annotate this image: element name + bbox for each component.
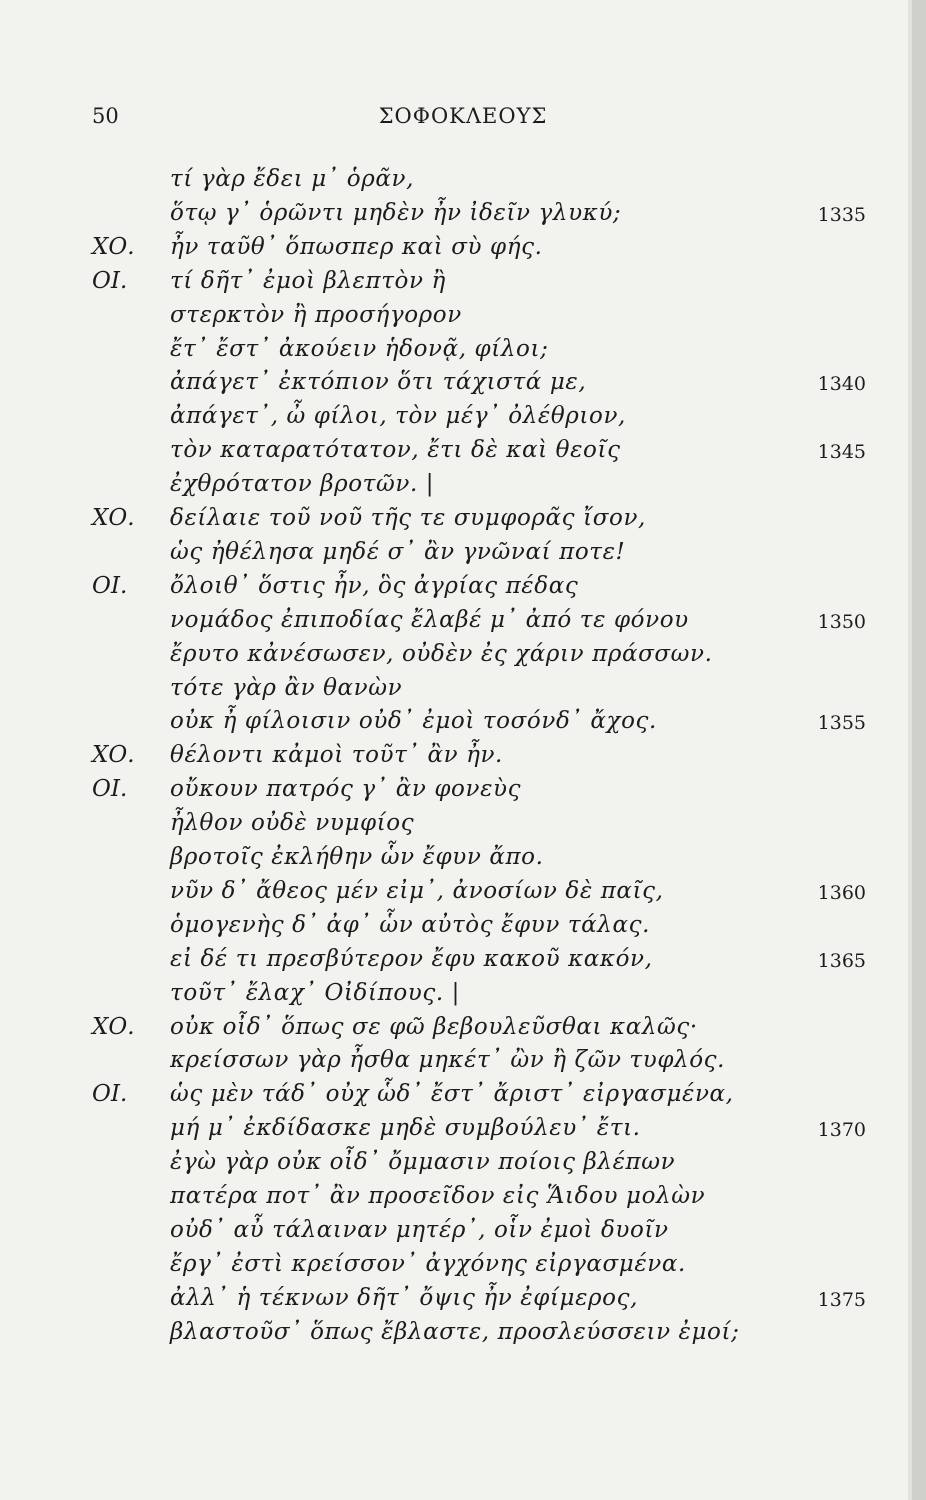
verse-text: ὡς μὲν τάδ᾽ οὐχ ὧδ᾽ ἔστ᾽ ἄριστ᾽ εἰργασμένα, [170, 1081, 734, 1108]
page-number: 50 [92, 104, 119, 128]
verse-text: πατέρα ποτ᾽ ἂν προσεῖδον εἰς Ἅιδου μολὼν [170, 1183, 706, 1209]
verse-text: δείλαιε τοῦ νοῦ τῆς τε συμφορᾶς ἴσον, [170, 505, 646, 531]
speaker-label: ΟΙ. [92, 267, 128, 294]
verse-text: ἐχθρότατον βροτῶν. | [170, 471, 435, 498]
verse-text: τί γὰρ ἔδει μ᾽ ὁρᾶν, [170, 166, 414, 192]
speaker-label: ΟΙ. [92, 572, 128, 599]
verse-text: οὐκ ἦ φίλοισιν οὐδ᾽ ἐμοὶ τοσόνδ᾽ ἄχος. [170, 708, 657, 735]
verse-line [0, 302, 926, 336]
verse-line [0, 1014, 926, 1048]
line-number: 1355 [817, 712, 866, 735]
verse-line [0, 1115, 926, 1149]
verse-line [0, 980, 926, 1014]
speaker-label: ΟΙ. [92, 1081, 128, 1108]
verse-text: ἐγὼ γὰρ οὐκ οἶδ᾽ ὄμμασιν ποίοις βλέπων [170, 1149, 676, 1176]
verse-line [0, 336, 926, 370]
verse-line [0, 878, 926, 912]
verse-line [0, 675, 926, 709]
speaker-label: ΧΟ. [92, 742, 135, 769]
verse-line [0, 403, 926, 437]
verse-text: βλαστοῦσ᾽ ὅπως ἔβλαστε, προσλεύσσειν ἐμοί; [170, 1318, 740, 1345]
verse-line [0, 641, 926, 675]
verse-text: τοῦτ᾽ ἔλαχ᾽ Οἰδίπους. | [170, 979, 461, 1006]
verse-text: ἦλθον οὐδὲ νυμφίος [170, 810, 415, 837]
line-number: 1345 [817, 441, 866, 464]
line-number: 1365 [817, 949, 866, 972]
verse-text: μή μ᾽ ἐκδίδασκε μηδὲ συμβούλευ᾽ ἔτι. [170, 1115, 641, 1142]
speaker-label: ΧΟ. [92, 233, 135, 260]
speaker-label: ΧΟ. [92, 505, 135, 531]
verse-line [0, 810, 926, 844]
verse-line [0, 1149, 926, 1183]
verse-text: οὔκουν πατρός γ᾽ ἂν φονεὺς [170, 776, 522, 803]
line-number: 1360 [817, 881, 866, 904]
verse-text: ὅτῳ γ᾽ ὁρῶντι μηδὲν ἦν ἰδεῖν γλυκύ; [170, 199, 622, 226]
verse-text: ὁμογενὴς δ᾽ ἀφ᾽ ὧν αὐτὸς ἔφυν τάλας. [170, 911, 650, 938]
line-number: 1335 [817, 203, 866, 226]
verse-text: βροτοῖς ἐκλήθην ὧν ἔφυν ἄπο. [170, 844, 544, 870]
verse-line [0, 708, 926, 742]
verse-text: οὐκ οἶδ᾽ ὅπως σε φῶ βεβουλεῦσθαι καλῶς· [170, 1013, 698, 1040]
line-number: 1350 [817, 610, 866, 633]
verse-line [0, 1285, 926, 1319]
verse-text: ἔργ᾽ ἐστὶ κρείσσον᾽ ἀγχόνης εἰργασμένα. [170, 1250, 686, 1277]
speaker-label: ΟΙ. [92, 776, 128, 803]
verse-text: ὡς ἠθέλησα μηδέ σ᾽ ἂν γνῶναί ποτε! [170, 538, 626, 565]
verse-text: ὄλοιθ᾽ ὅστις ἦν, ὃς ἀγρίας πέδας [170, 572, 579, 599]
verse-line [0, 742, 926, 776]
running-title: ΣΟΦΟΚΛΕΟΥΣ [378, 104, 548, 128]
verse-line [0, 573, 926, 607]
verse-line [0, 776, 926, 810]
verse-text: ἔρυτο κἀνέσωσεν, οὐδὲν ἐς χάριν πράσσων. [170, 640, 713, 667]
verse-line [0, 471, 926, 505]
verse-text: ἦν ταῦθ᾽ ὅπωσπερ καὶ σὺ φής. [170, 233, 543, 260]
verse-line [0, 1319, 926, 1353]
verse-line [0, 505, 926, 539]
verse-text: ἔτ᾽ ἔστ᾽ ἀκούειν ἡδονᾷ, φίλοι; [170, 335, 549, 362]
verse-line [0, 369, 926, 403]
verse-line [0, 166, 926, 200]
verse-line [0, 200, 926, 234]
verse-line [0, 1251, 926, 1285]
verse-text: νῦν δ᾽ ἄθεος μέν εἰμ᾽, ἀνοσίων δὲ παῖς, [170, 877, 664, 904]
verse-line [0, 1217, 926, 1251]
verse-line [0, 844, 926, 878]
line-number: 1340 [817, 373, 866, 396]
verse-line [0, 1047, 926, 1081]
verse-line [0, 268, 926, 302]
verse-line [0, 539, 926, 573]
verse-line [0, 1183, 926, 1217]
verse-line [0, 607, 926, 641]
line-number: 1375 [817, 1288, 866, 1311]
verse-line [0, 234, 926, 268]
verse-text: ἀπάγετ᾽ ἐκτόπιον ὅτι τάχιστά με, [170, 369, 587, 396]
line-number: 1370 [817, 1119, 866, 1142]
verse-text: θέλοντι κἀμοὶ τοῦτ᾽ ἂν ἦν. [170, 742, 503, 769]
speaker-label: ΧΟ. [92, 1013, 135, 1040]
verse-text: κρείσσων γὰρ ἦσθα μηκέτ᾽ ὢν ἢ ζῶν τυφλός. [170, 1047, 726, 1074]
verse-text: ἀλλ᾽ ἡ τέκνων δῆτ᾽ ὄψις ἦν ἐφίμερος, [170, 1284, 639, 1311]
verse-line [0, 437, 926, 471]
verse-text: τί δῆτ᾽ ἐμοὶ βλεπτὸν ἢ [170, 267, 446, 294]
verse-text: ἀπάγετ᾽, ὦ φίλοι, τὸν μέγ᾽ ὀλέθριον, [170, 403, 626, 430]
verse-line [0, 1081, 926, 1115]
verse-line [0, 946, 926, 980]
verse-text: τότε γὰρ ἂν θανὼν [170, 674, 403, 701]
verse-line [0, 912, 926, 946]
verse-text: νομάδος ἐπιποδίας ἔλαβέ μ᾽ ἀπό τε φόνου [170, 606, 689, 633]
verse-text: εἰ δέ τι πρεσβύτερον ἔφυ κακοῦ κακόν, [170, 945, 653, 972]
verse-text: τὸν καταρατότατον, ἔτι δὲ καὶ θεοῖς [170, 437, 621, 464]
verse-text: οὐδ᾽ αὖ τάλαιναν μητέρ᾽, οἷν ἐμοὶ δυοῖν [170, 1216, 669, 1243]
verse-text: στερκτὸν ἢ προσήγορον [170, 301, 462, 328]
